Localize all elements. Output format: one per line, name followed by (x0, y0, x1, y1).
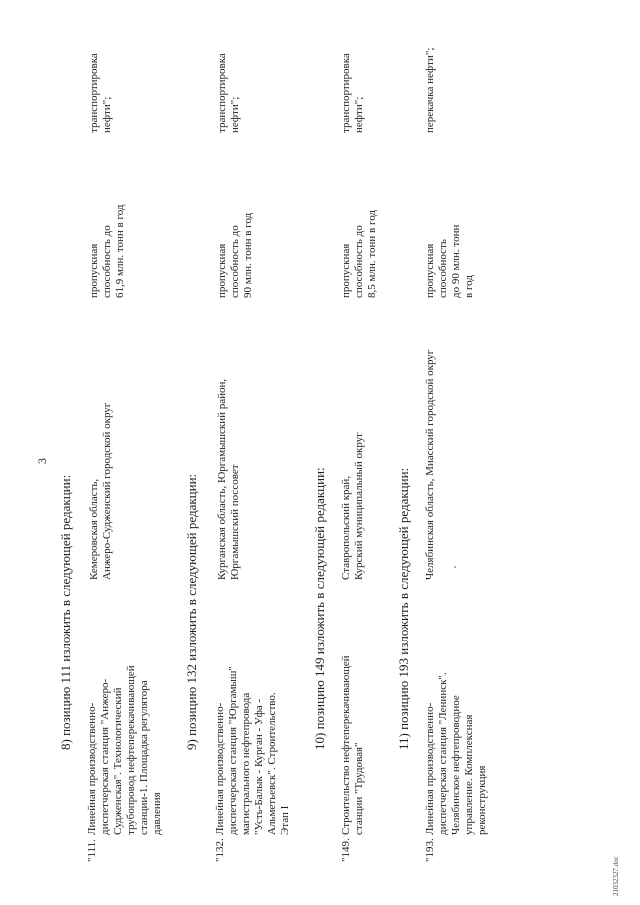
footer-filename: 21032327.doc (612, 856, 620, 896)
section-heading-132: 9) позицию 132 изложить в следующей редакции: (184, 473, 199, 750)
section-heading-111: 8) позицию 111 изложить в следующей редакции: (58, 474, 73, 750)
item-number-111: "111. (86, 839, 98, 862)
scan-speck (454, 566, 456, 568)
section-heading-149: 10) позицию 149 изложить в следующей редакции: (312, 467, 327, 750)
item-name-132: Линейная производственно- диспетчерская станция "Юргамыш" магистрального нефтепровода "Усть-Балык - Курган - Уфа - Альметьевск". Строительство. Этап I (214, 666, 291, 835)
item-purpose-132: транспортировка нефти"; (216, 53, 241, 133)
item-number-132: "132. (214, 838, 226, 862)
item-purpose-193: перекачка нефти"; (424, 47, 436, 133)
item-capacity-149: пропускная способность до 8,5 млн. тонн в год (340, 210, 378, 298)
item-name-111: Линейная производственно- диспетчерская станция "Анжеро- Судженская". Технологический трубопровод нефтеперекачивающей станции-1. Площадка регулятора давления (86, 665, 163, 835)
item-location-149: Ставропольский край, Курский муниципальный округ (340, 432, 365, 580)
item-location-132: Курганская область, Юргамышский район, Юргамышский поссовет (216, 378, 241, 580)
item-location-193: Челябинская область, Миасский городской округ (424, 349, 436, 580)
page-number: 3 (35, 458, 49, 464)
item-capacity-193: пропускная способность до 90 млн. тонн в год (424, 224, 475, 298)
item-capacity-111: пропускная способность до 61,9 млн. тонн в год (88, 204, 126, 298)
item-location-111: Кемеровская область, Анжеро-Судженский городской округ (88, 402, 113, 580)
item-number-193: "193. (424, 838, 436, 862)
item-number-149: "149. (340, 838, 352, 862)
item-name-149: Строительство нефтеперекачивающей станции "Трудовая" (340, 655, 365, 835)
item-capacity-132: пропускная способность до 90 млн. тонн в год (216, 212, 254, 298)
section-heading-193: 11) позицию 193 изложить в следующей редакции: (396, 467, 411, 750)
item-name-193: Линейная производственно- диспетчерская станция "Ленинск". Челябинское нефтепроводное управление. Комплексная реконструкция (424, 672, 488, 835)
item-purpose-111: транспортировка нефти"; (88, 53, 113, 133)
item-purpose-149: транспортировка нефти"; (340, 53, 365, 133)
